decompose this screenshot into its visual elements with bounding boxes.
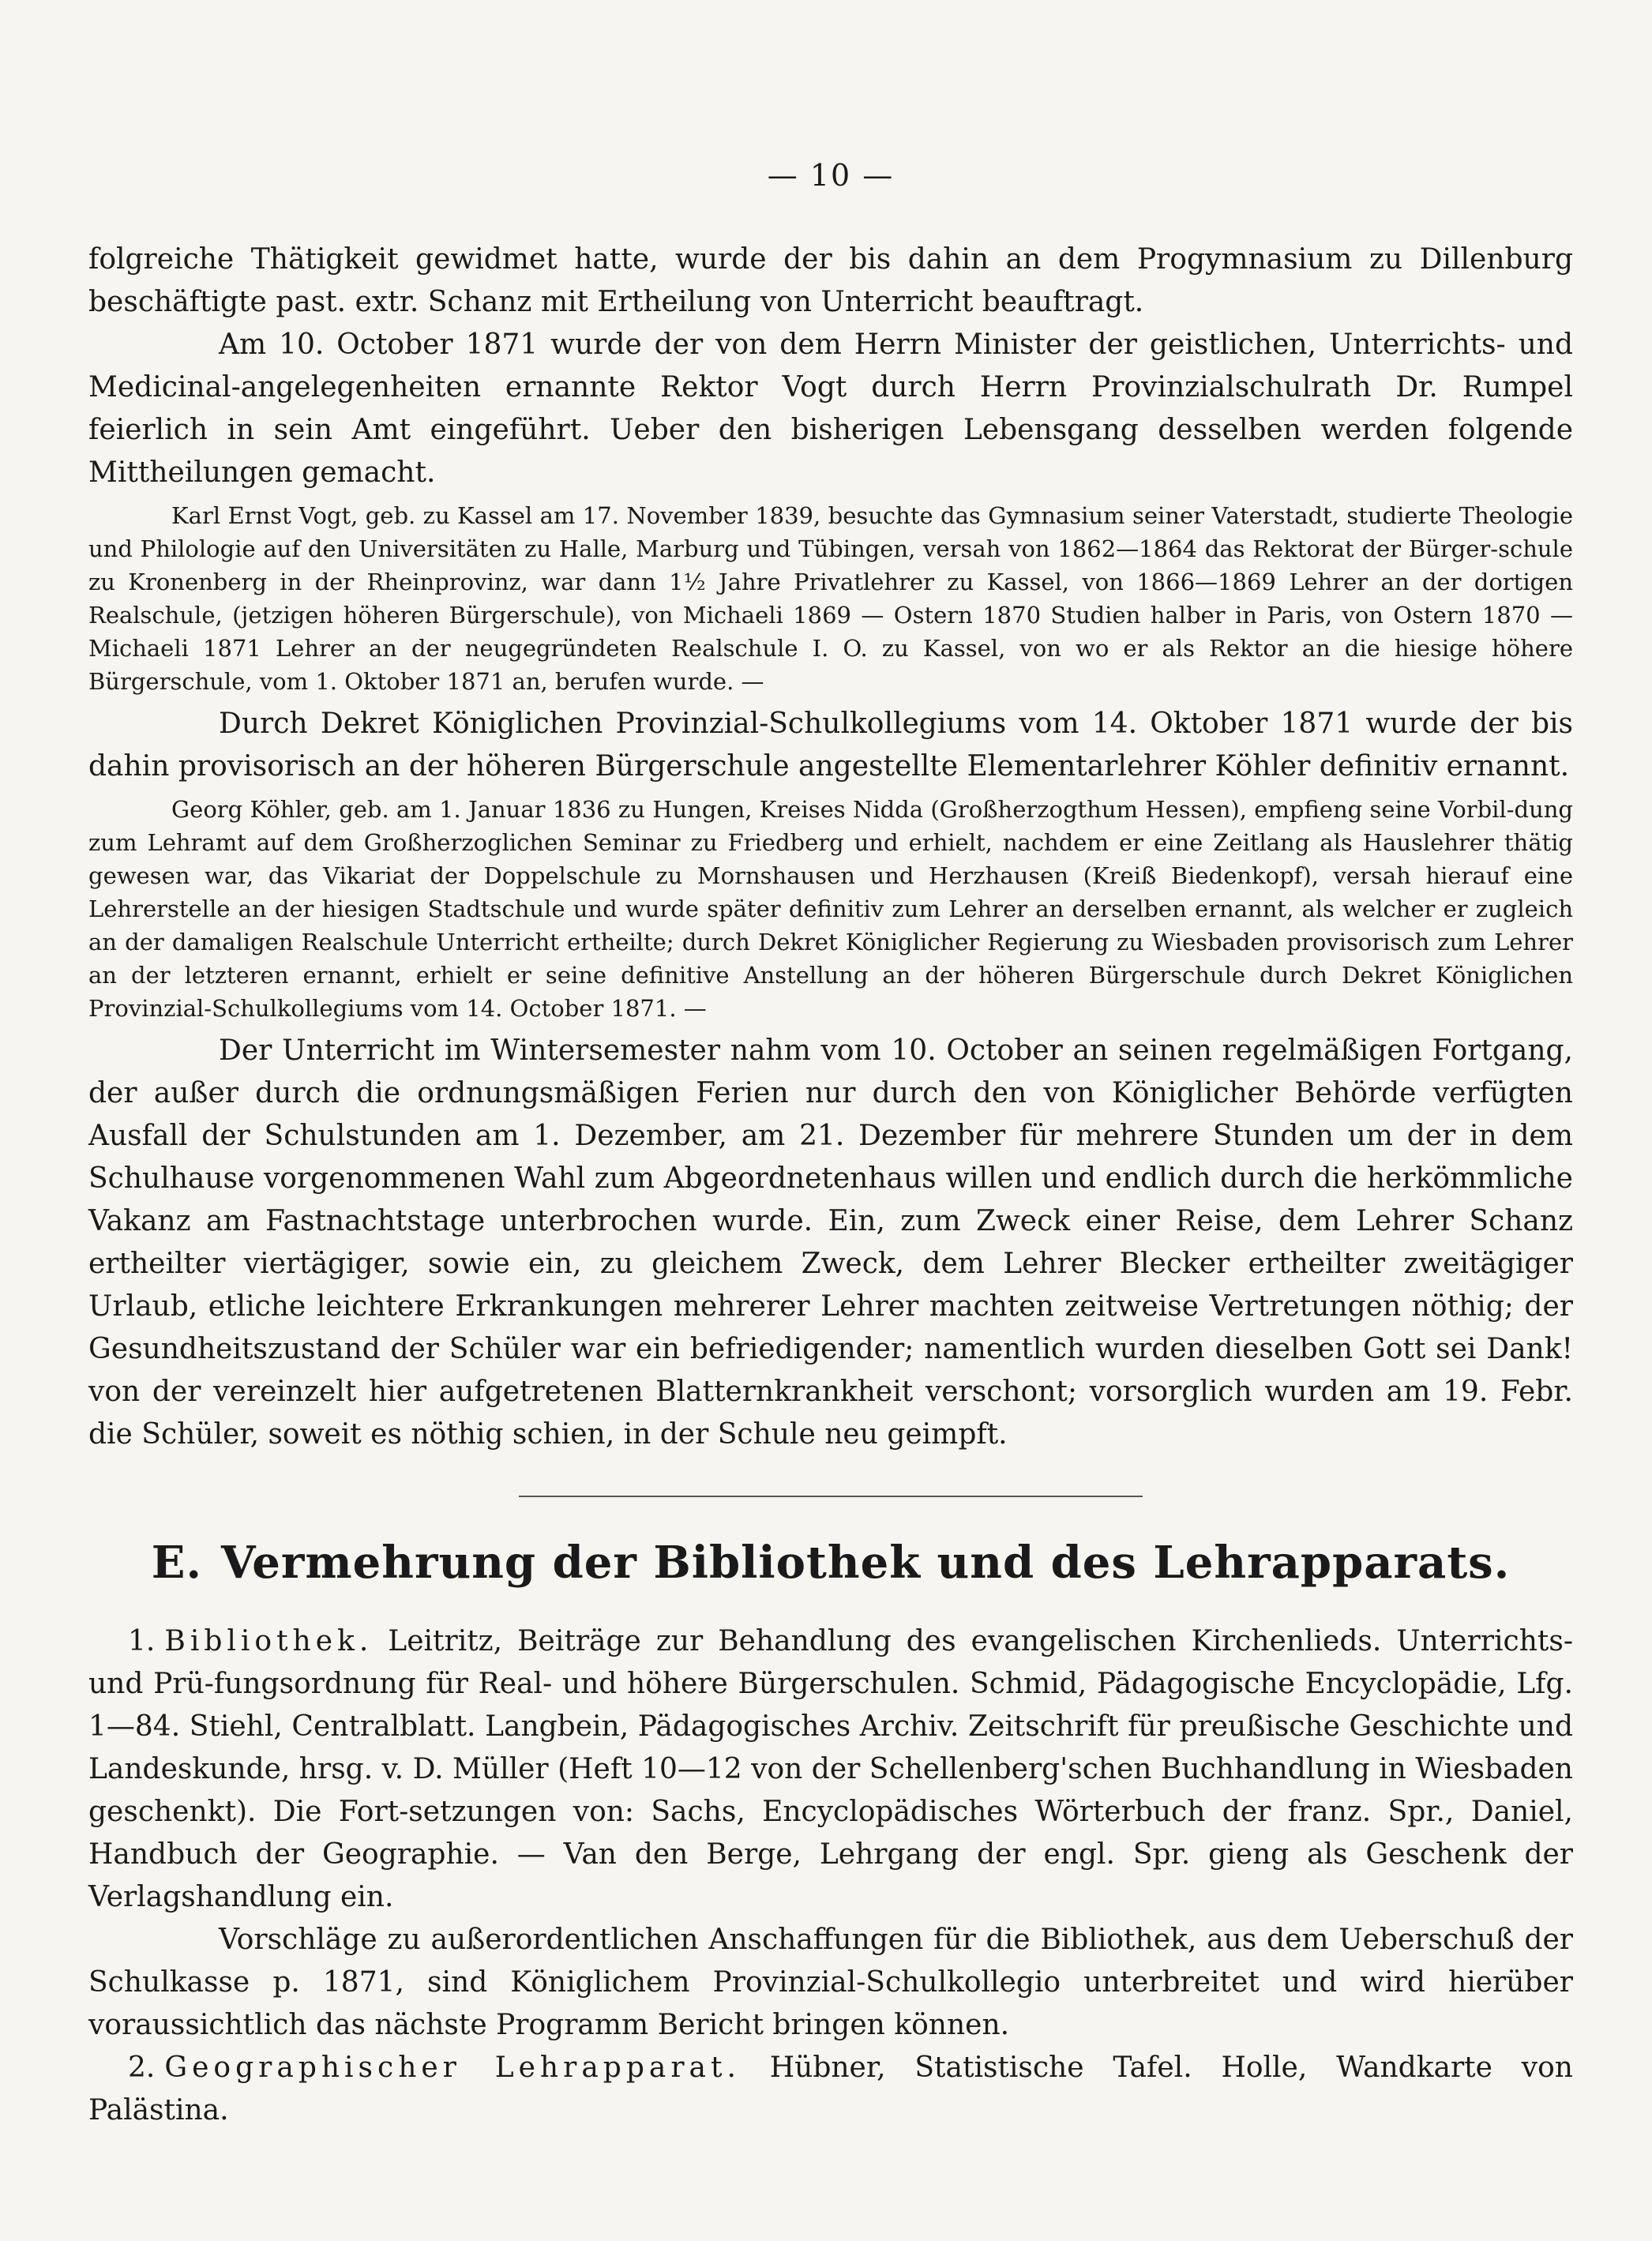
item-number: 1. — [128, 1625, 156, 1657]
paragraph-schanz: folgreiche Thätigkeit gewidmet hatte, wurde der bis dahin an dem Progymnasium zu Dillenburg beschäftigte past. extr. Schanz mit Ertheilung von Unterricht beauftragt. — [88, 243, 1573, 318]
section-letter: E. — [151, 1537, 202, 1589]
item-text: Leitritz, Beiträge zur Behandlung des evangelischen Kirchenlieds. Unterrichts- und Prü-fungsordnung für Real- und höhere Bürgerschulen. Schmid, Pädagogische Encyclopädie, Lfg. 1—84. Stiehl, Centralblatt. Langbein, Pädagogisches Archiv. Zeitschrift für preußische Geschichte und Landeskunde, hrsg. v. D. Müller (Heft 10—12 von der Schellenberg'schen Buchhandlung in Wiesbaden geschenkt). Die Fort-setzungen von: Sachs, Encyclopädisches Wörterbuch der franz. Spr., Daniel, Handbuch der Geographie. — Van den Berge, Lehrgang der engl. Spr. gieng als Geschenk der Verlagshandlung ein. — [88, 1625, 1573, 1913]
item-number: 2. — [128, 2051, 156, 2084]
item-label: Geographischer Lehrapparat. — [164, 2051, 741, 2084]
paragraph-vogt-installation: Am 10. October 1871 wurde der von dem Herrn Minister der geistlichen, Unterrichts- und Medicinal-angelegenheiten ernannte Rektor Vogt durch Herrn Provinzialschulrath Dr. Rumpel feierlich in sein Amt eingeführt. Ueber den bisherigen Lebensgang desselben werden folgende Mittheilungen gemacht. — [88, 328, 1573, 489]
paragraph-winter-semester: Der Unterricht im Wintersemester nahm vom 10. October an seinen regelmäßigen Fortgang, der außer durch die ordnungsmäßigen Ferien nur durch den von Königlicher Behörde verfügten Ausfall der Schulstunden am 1. Dezember, am 21. Dezember für mehrere Stunden um der in dem Schulhause vorgenommenen Wahl zum Abgeordnetenhaus willen und endlich durch die herkömmliche Vakanz am Fastnachtstage unterbrochen wurde. Ein, zum Zweck einer Reise, dem Lehrer Schanz ertheilter viertägiger, sowie ein, zu gleichem Zweck, dem Lehrer Blecker ertheilter zweitägiger Urlaub, etliche leichtere Erkrankungen mehrerer Lehrer machten zeitweise Vertretungen nöthig; der Gesundheitszustand der Schüler war ein befriedigender; namentlich wurden dieselben Gott sei Dank! von der vereinzelt hier aufgetretenen Blatternkrankheit verschont; vorsorglich wurden am 19. Febr. die Schüler, soweit es nöthig schien, in der Schule neu geimpft. — [88, 1034, 1573, 1451]
paragraph-proposals: Vorschläge zu außerordentlichen Anschaffungen für die Bibliothek, aus dem Ueberschuß der Schulkasse p. 1871, sind Königlichem Provinzial-Schulkollegio unterbreitet und wird hierüber voraussichtlich das nächste Programm Bericht bringen können. — [88, 1924, 1573, 2041]
item-text: Hübner, Statistische Tafel. Holle, Wandkarte von Palästina. — [88, 2051, 1573, 2127]
page-number: — 10 — — [767, 158, 895, 193]
section-heading — [88, 1537, 1573, 1589]
biography-vogt: Karl Ernst Vogt, geb. zu Kassel am 17. November 1839, besuchte das Gymnasium seiner Vaterstadt, studierte Theologie und Philologie auf den Universitäten zu Halle, Marburg und Tübingen, versah von 1862—1864 das Rektorat der Bürger-schule zu Kronenberg in der Rheinprovinz, war dann 1½ Jahre Privatlehrer zu Kassel, von 1866—1869 Lehrer an der dortigen Realschule, (jetzigen höheren Bürgerschule), von Michaeli 1869 — Ostern 1870 Studien halber in Paris, von Ostern 1870 — Michaeli 1871 Lehrer an der neugegründeten Realschule I. O. zu Kassel, von wo er als Rektor an die hiesige höhere Bürgerschule, vom 1. Oktober 1871 an, berufen wurde. — — [88, 502, 1573, 695]
list-item-geography — [88, 2047, 1573, 2132]
list-item-library — [88, 1620, 1573, 1919]
paragraph-koehler-appointment: Durch Dekret Königlichen Provinzial-Schulkollegiums vom 14. Oktober 1871 wurde der bis dahin provisorisch an der höheren Bürgerschule angestellte Elementarlehrer Köhler definitiv ernannt. — [88, 708, 1573, 783]
section-divider — [519, 1496, 1143, 1497]
section-title-text: Vermehrung der Bibliothek und des Lehrapparats. — [220, 1537, 1511, 1589]
biography-koehler: Georg Köhler, geb. am 1. Januar 1836 zu Hungen, Kreises Nidda (Großherzogthum Hessen), empfieng seine Vorbil-dung zum Lehramt auf dem Großherzoglichen Seminar zu Friedberg und erhielt, nachdem er eine Zeitlang als Hauslehrer thätig gewesen war, das Vikariat der Doppelschule zu Mornshausen und Herzhausen (Kreiß Biedenkopf), versah hierauf eine Lehrerstelle an der hiesigen Stadtschule und wurde später definitiv zum Lehrer an derselben ernannt, als welcher er zugleich an der damaligen Realschule Unterricht ertheilte; durch Dekret Königlicher Regierung zu Wiesbaden provisorisch zum Lehrer an der letzteren ernannt, erhielt er seine definitive Anstellung an der höheren Bürgerschule durch Dekret Königlichen Provinzial-Schulkollegiums vom 14. October 1871. — — [88, 796, 1573, 1022]
item-label: Bibliothek. — [164, 1625, 374, 1657]
